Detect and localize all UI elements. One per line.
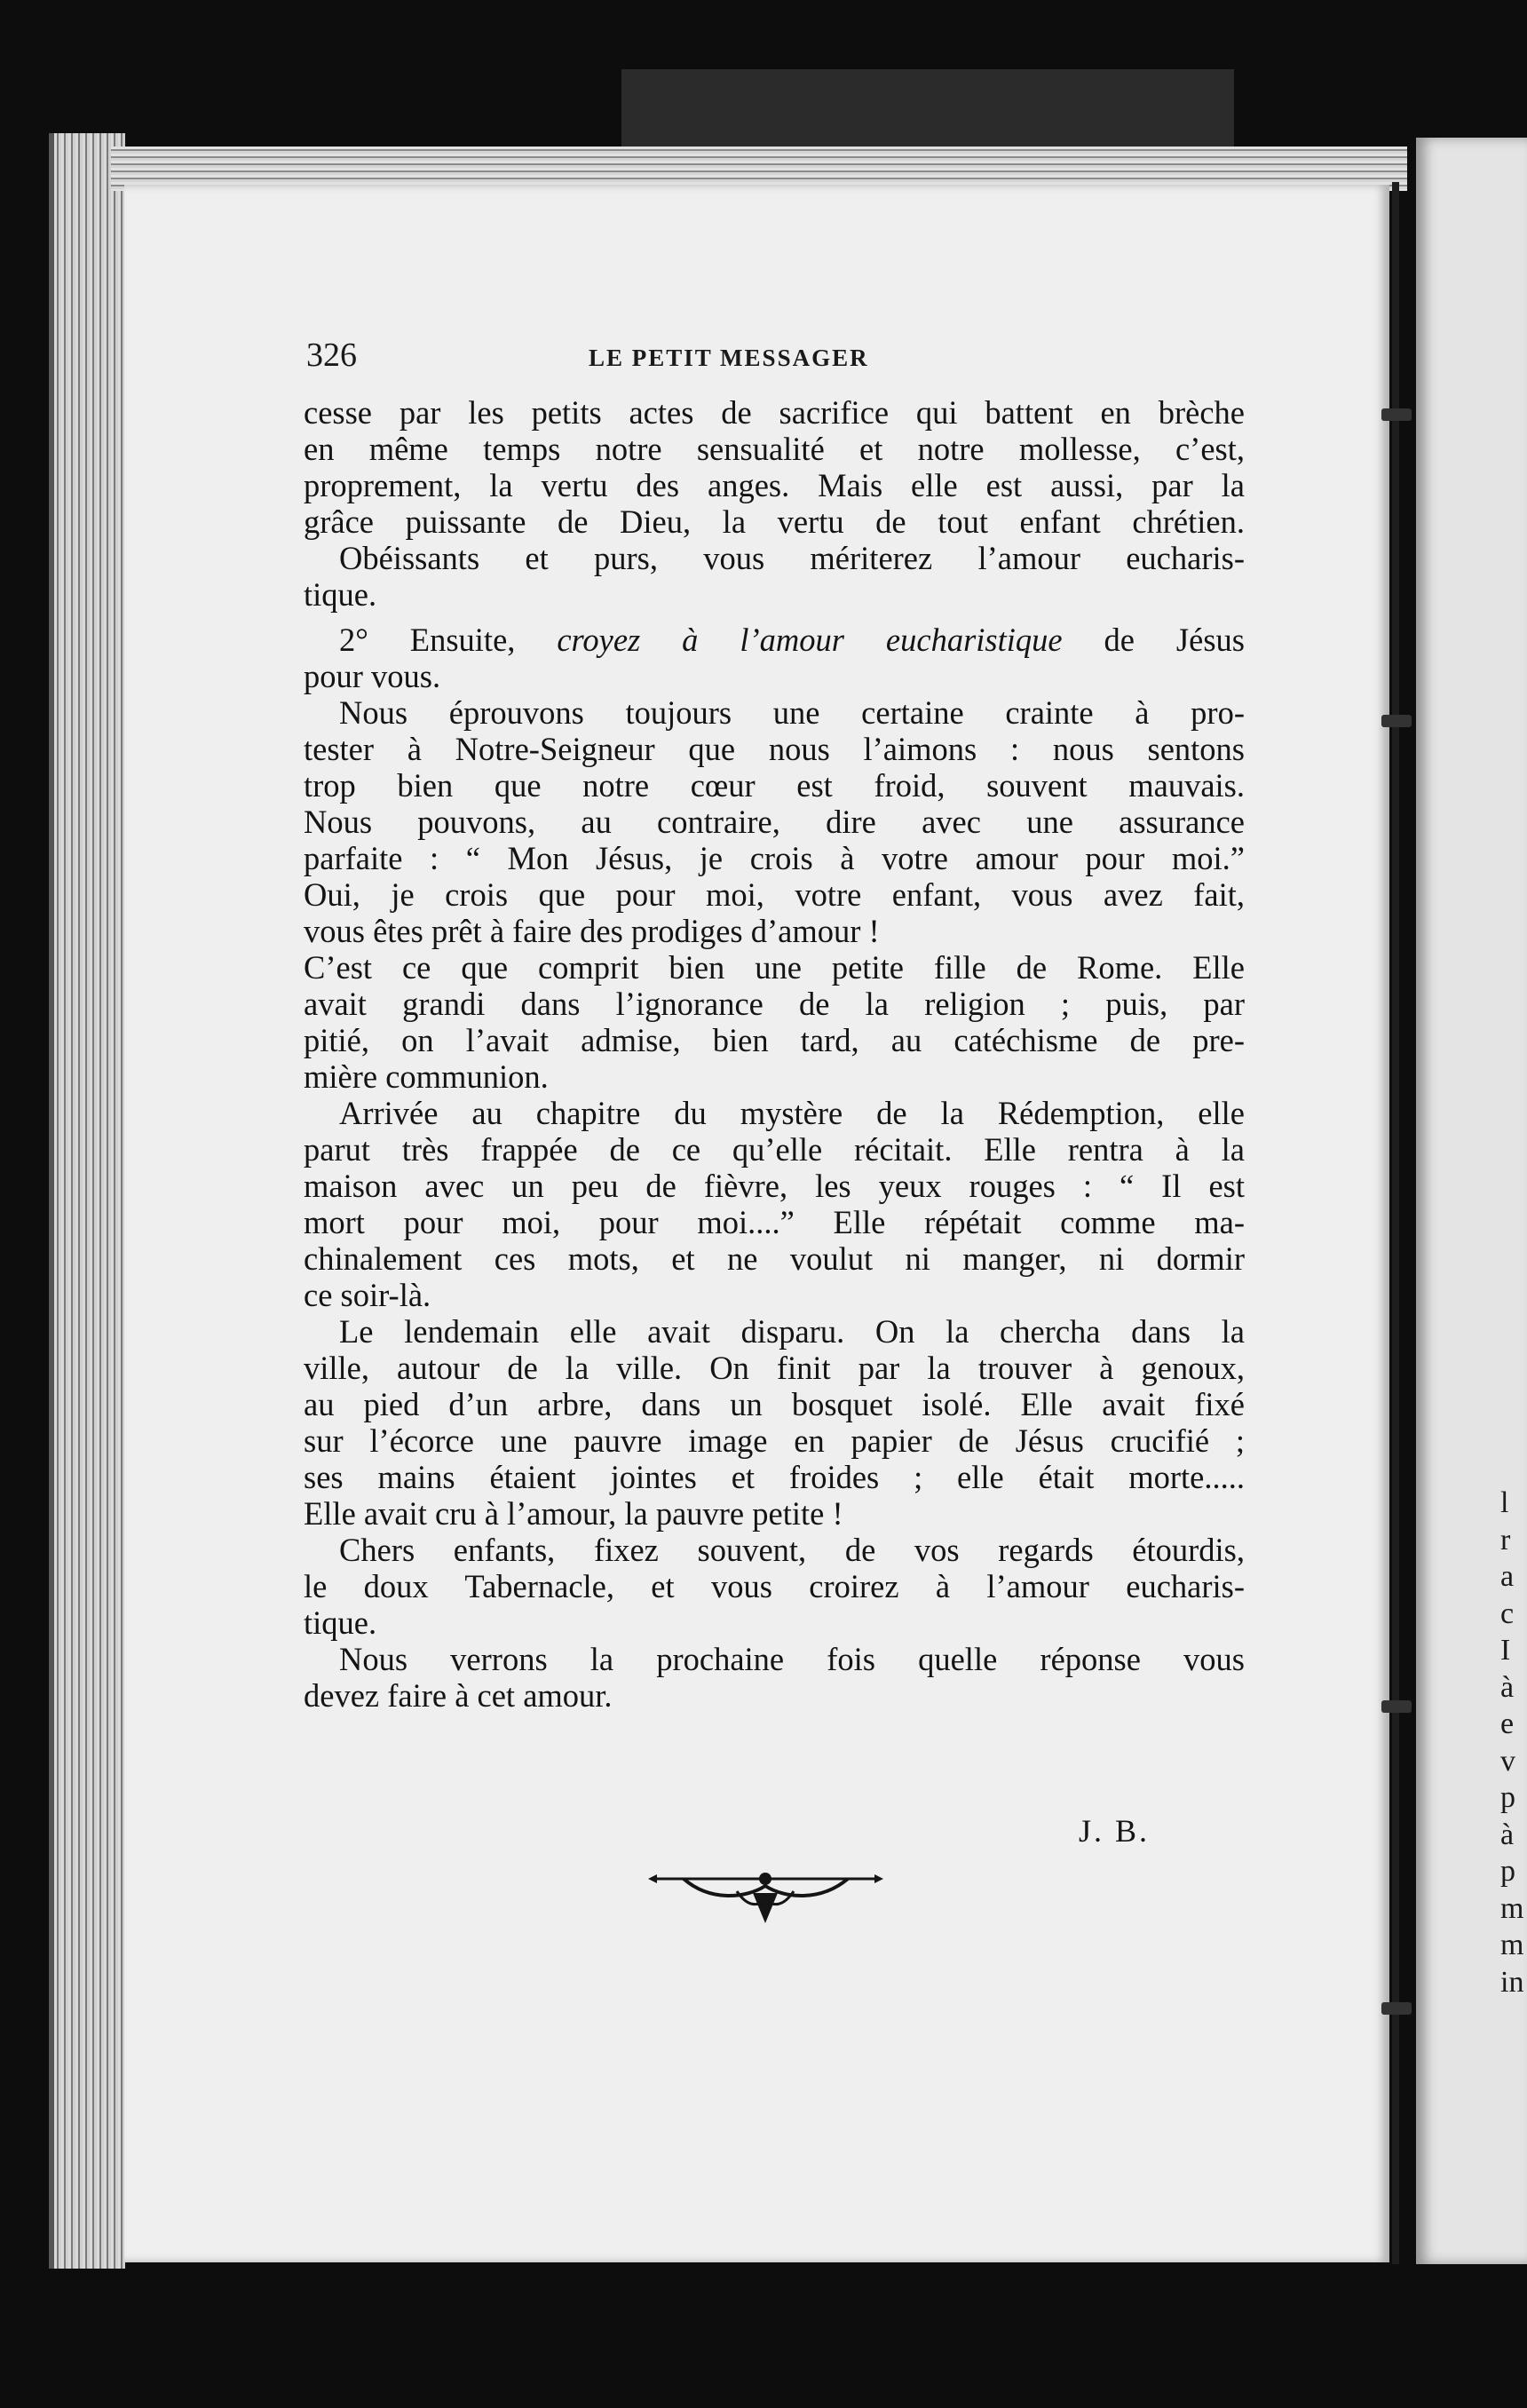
text-fragment: I [1500, 1634, 1511, 1667]
text-line: tique. [304, 1604, 377, 1641]
text-line: cesse par les petits actes de sacrifice qui battent en brèche [304, 394, 1245, 431]
text-segment: de Jésus [1104, 622, 1245, 658]
text-line: ville, autour de la ville. On finit par la trouver à genoux, [304, 1350, 1245, 1386]
binding-clip [1381, 1700, 1412, 1713]
text-fragment: p [1500, 1855, 1515, 1888]
text-line: devez faire à cet amour. [304, 1677, 613, 1714]
text-fragment: a [1500, 1560, 1515, 1593]
text-line: mort pour moi, pour moi....” Elle répétait comme ma- [304, 1204, 1245, 1240]
text-line: Elle avait cru à l’amour, la pauvre petite ! [304, 1495, 843, 1532]
text-line: proprement, la vertu des anges. Mais elle est aussi, par la [304, 467, 1245, 503]
binding-clip [1381, 408, 1412, 421]
text-line: pitié, on l’avait admise, bien tard, au catéchisme de pre- [304, 1022, 1245, 1058]
text-line: ce soir-là. [304, 1277, 431, 1313]
running-title: LE PETIT MESSAGER [589, 345, 869, 371]
page-edges-left [49, 133, 125, 2269]
italic-phrase: croyez à l’amour eucharistique [557, 622, 1063, 658]
page-header [306, 336, 1243, 380]
text-line: en même temps notre sensualité et notre mollesse, c’est, [304, 431, 1245, 467]
text-line: pour vous. [304, 658, 441, 694]
text-fragment: m [1500, 1929, 1524, 1961]
text-line: C’est ce que comprit bien une petite fille de Rome. Elle [304, 949, 1245, 986]
text-line: vous êtes prêt à faire des prodiges d’amour ! [304, 913, 880, 949]
text-line: Obéissants et purs, vous mériterez l’amour eucharis- [339, 540, 1245, 576]
text-fragment: à [1500, 1818, 1515, 1851]
text-line: avait grandi dans l’ignorance de la religion ; puis, par [304, 986, 1245, 1022]
text-line: au pied d’un arbre, dans un bosquet isolé. Elle avait fixé [304, 1386, 1245, 1422]
text-line [304, 622, 1245, 658]
text-segment: 2° Ensuite, [339, 622, 516, 658]
text-line: le doux Tabernacle, et vous croirez à l’amour eucharis- [304, 1568, 1245, 1604]
author-signature: J. B. [1079, 1813, 1151, 1849]
text-line: Nous pouvons, au contraire, dire avec une assurance [304, 804, 1245, 840]
text-fragment: à [1500, 1670, 1515, 1704]
text-fragment: c [1500, 1596, 1515, 1630]
text-fragment: m [1500, 1891, 1524, 1925]
text-line: parfaite : “ Mon Jésus, je crois à votre amour pour moi.” [304, 840, 1245, 876]
text-line: grâce puissante de Dieu, la vertu de tout enfant chrétien. [304, 503, 1245, 540]
text-fragment: in [1500, 1965, 1524, 1999]
page-number: 326 [306, 337, 357, 374]
text-fragment: e [1500, 1707, 1515, 1740]
text-line: tester à Notre-Seigneur que nous l’aimons : nous sentons [304, 731, 1245, 767]
text-line: Nous éprouvons toujours une certaine crainte à pro- [339, 694, 1245, 731]
text-fragment: v [1500, 1744, 1515, 1778]
text-fragment: p [1500, 1781, 1515, 1814]
gutter-line [1392, 182, 1399, 2264]
text-line: sur l’écorce une pauvre image en papier de Jésus crucifié ; [304, 1422, 1245, 1459]
text-line: Arrivée au chapitre du mystère de la Rédemption, elle [339, 1095, 1245, 1131]
text-line: Nous verrons la prochaine fois quelle réponse vous [339, 1641, 1245, 1677]
text-line: ses mains étaient jointes et froides ; elle était morte..... [304, 1459, 1245, 1495]
text-line: mière communion. [304, 1058, 549, 1095]
text-line: Oui, je crois que pour moi, votre enfant, vous avez fait, [304, 876, 1245, 913]
text-fragment: r [1500, 1523, 1511, 1556]
text-line: chinalement ces mots, et ne voulut ni manger, ni dormir [304, 1240, 1245, 1277]
binding-clip [1381, 2002, 1412, 2015]
binding-clip [1381, 715, 1412, 727]
facing-page-text [1500, 1485, 1527, 2000]
text-line: trop bien que notre cœur est froid, souvent mauvais. [304, 767, 1245, 804]
text-line: Chers enfants, fixez souvent, de vos regards étourdis, [339, 1532, 1245, 1568]
text-line: tique. [304, 576, 377, 613]
text-line: Le lendemain elle avait disparu. On la chercha dans la [339, 1313, 1245, 1350]
text-fragment: l [1500, 1486, 1509, 1519]
article-body [304, 394, 1245, 1714]
text-line: parut très frappée de ce qu’elle récitait. Elle rentra à la [304, 1131, 1245, 1168]
text-line: maison avec un peu de fièvre, les yeux rouges : “ Il est [304, 1168, 1245, 1204]
ornament-icon [648, 1866, 883, 1929]
